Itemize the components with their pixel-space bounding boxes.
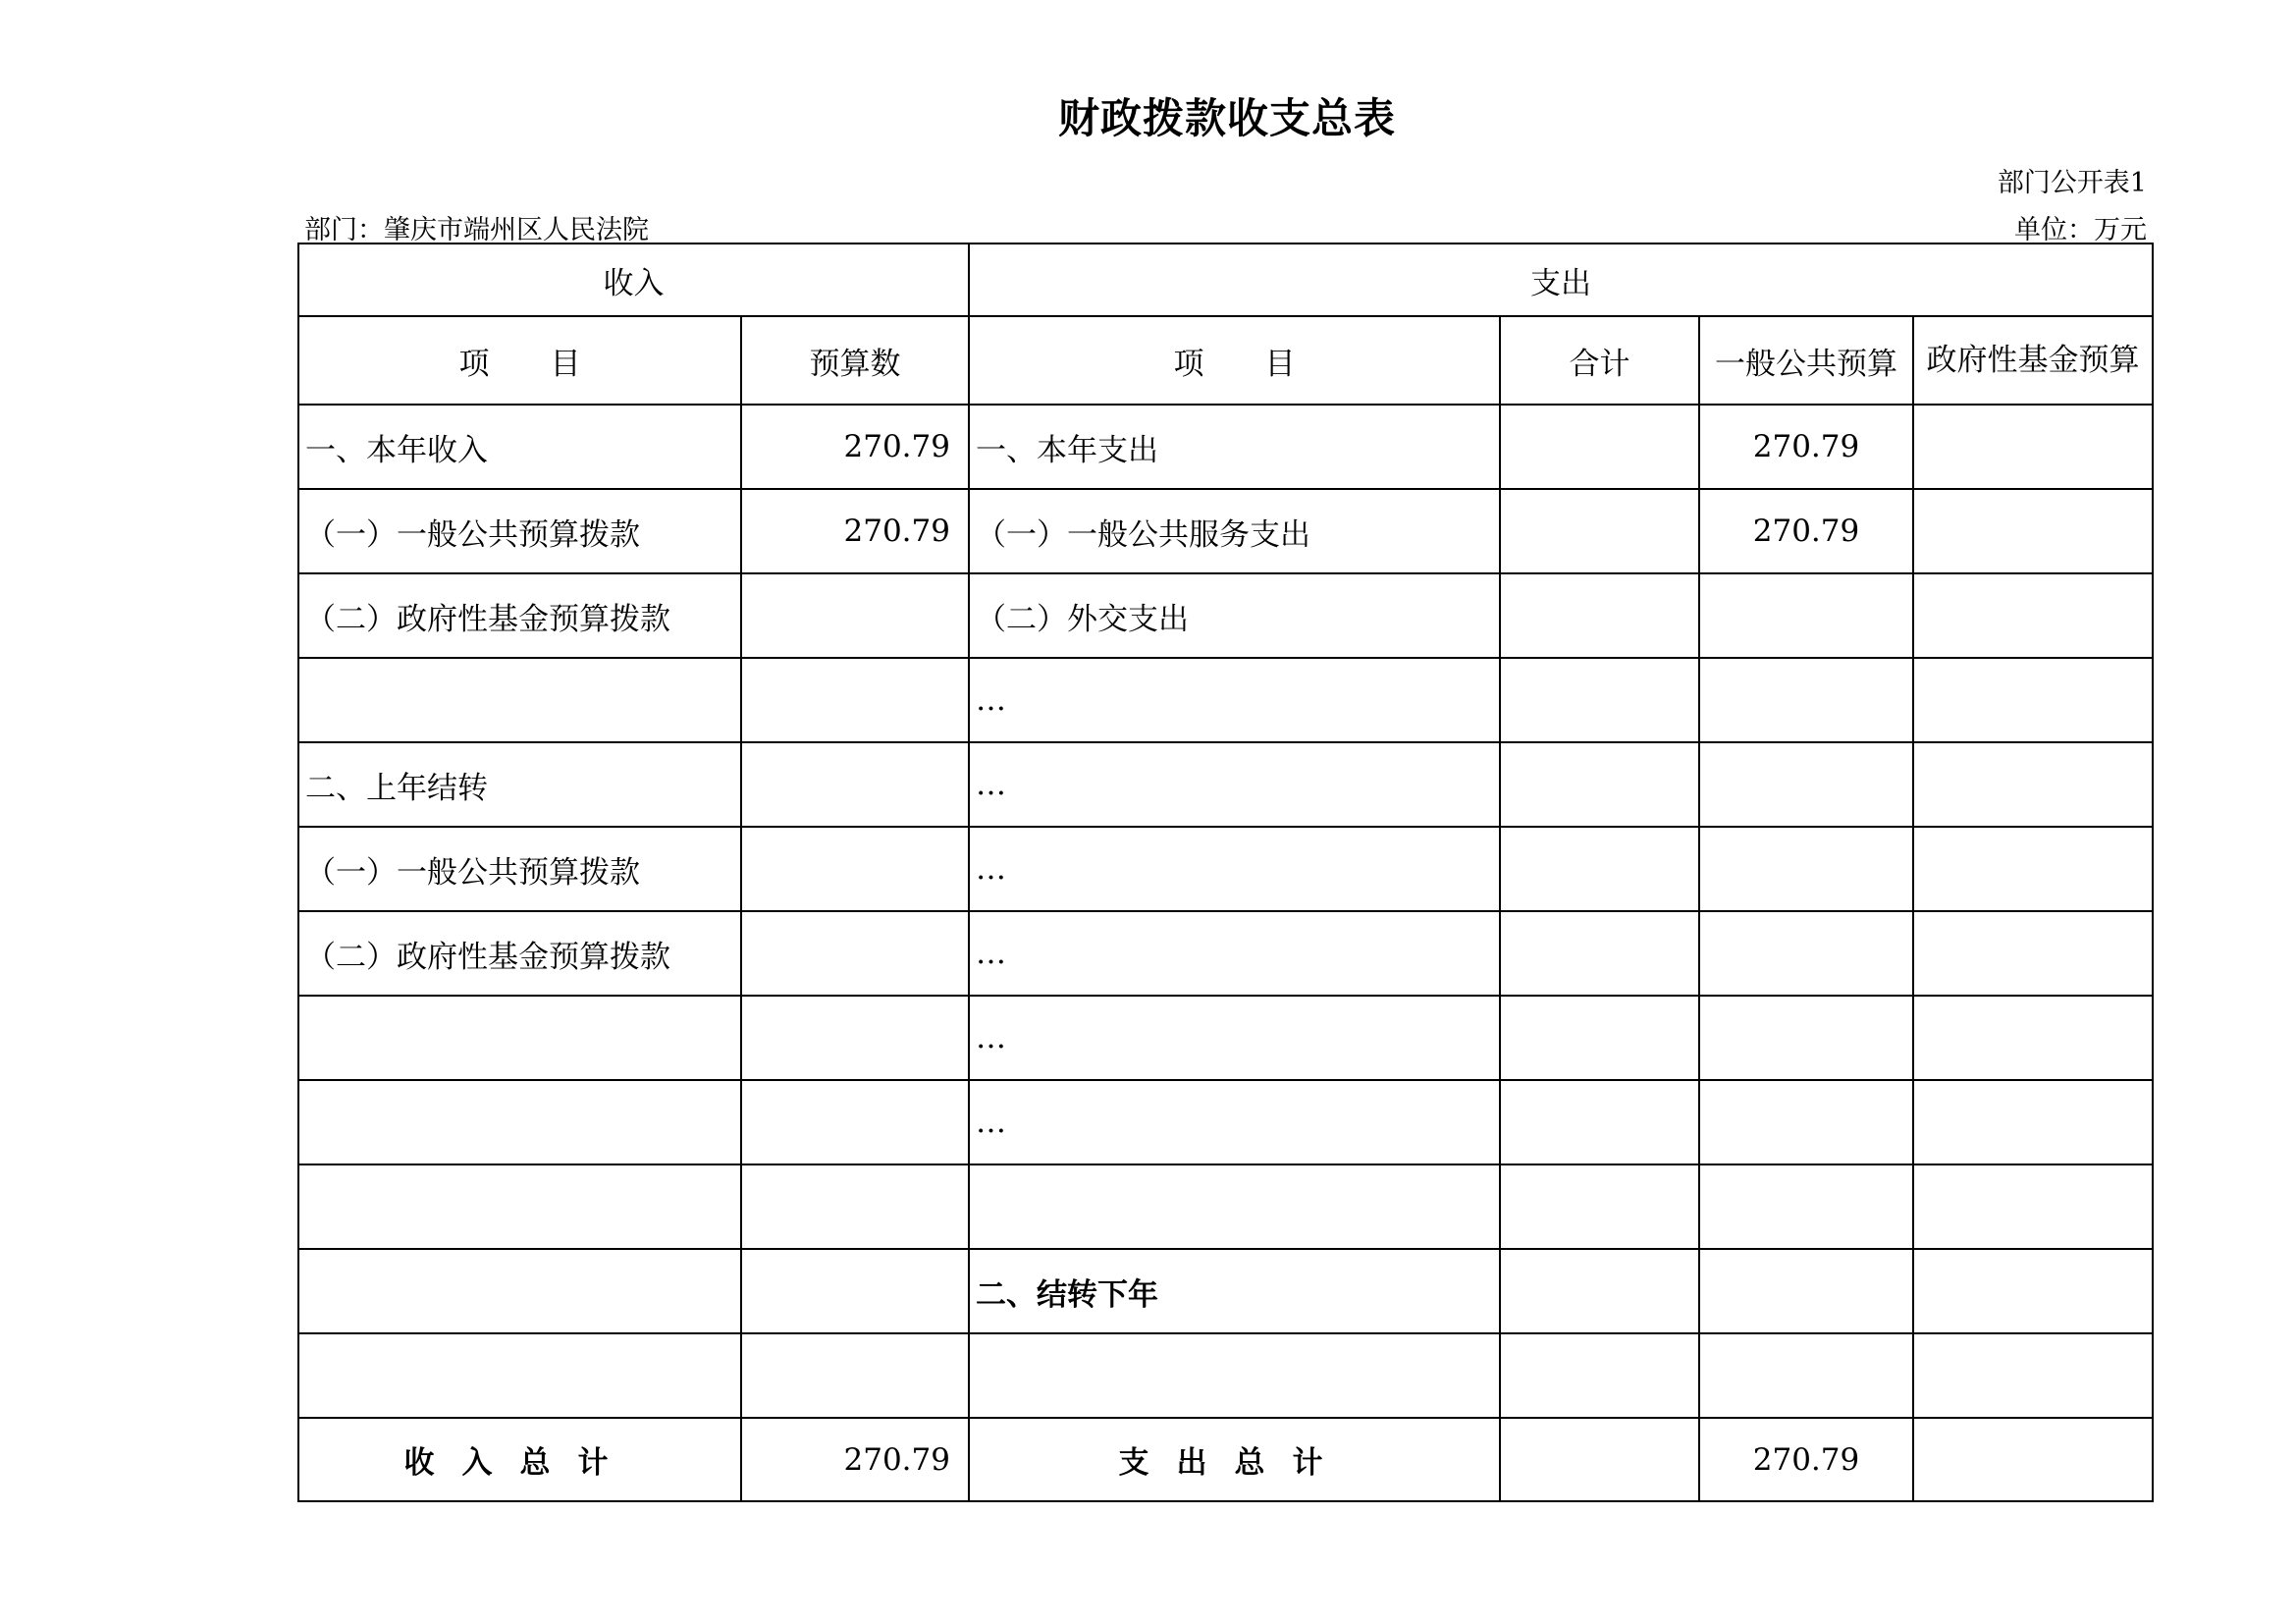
- expense-total-header: 合计: [1500, 316, 1699, 405]
- table-row: [298, 1249, 2153, 1333]
- expense-fund: [1913, 742, 2153, 827]
- income-amount: [741, 573, 969, 658]
- expense-item-header: 项 目: [969, 316, 1500, 405]
- expense-general: [1699, 1080, 1913, 1164]
- expense-item: …: [969, 996, 1500, 1080]
- table-row: [298, 573, 2153, 658]
- expense-fund: [1913, 1080, 2153, 1164]
- expense-total-fund: [1913, 1418, 2153, 1501]
- income-item: [298, 1164, 741, 1249]
- expense-fund: [1913, 405, 2153, 489]
- expense-total: [1500, 405, 1699, 489]
- expense-general: 270.79: [1699, 489, 1913, 573]
- expense-item: [969, 1164, 1500, 1249]
- table-row: [298, 405, 2153, 489]
- expense-fund: [1913, 573, 2153, 658]
- expense-fund: [1913, 658, 2153, 742]
- expense-total: [1500, 1249, 1699, 1333]
- expense-fund-header: 政府性基金预算: [1913, 316, 2153, 405]
- income-item: （一）一般公共预算拨款: [298, 827, 741, 911]
- page-title: 财政拨款收支总表: [1057, 94, 1396, 142]
- table-row: [298, 489, 2153, 573]
- expense-total: [1500, 742, 1699, 827]
- expense-general: [1699, 658, 1913, 742]
- expense-general-header: 一般公共预算: [1699, 316, 1913, 405]
- table-row: [298, 1164, 2153, 1249]
- income-amount: [741, 658, 969, 742]
- expense-item: …: [969, 1080, 1500, 1164]
- income-amount: [741, 1333, 969, 1418]
- income-item: （二）政府性基金预算拨款: [298, 911, 741, 996]
- expense-general: [1699, 996, 1913, 1080]
- expense-fund: [1913, 911, 2153, 996]
- expense-item: 二、结转下年: [969, 1249, 1500, 1333]
- expense-general: [1699, 827, 1913, 911]
- expense-total: [1500, 827, 1699, 911]
- expense-total-label: 支出总计: [969, 1418, 1500, 1501]
- expense-item: [969, 1333, 1500, 1418]
- expense-general: 270.79: [1699, 405, 1913, 489]
- income-amount: [741, 1080, 969, 1164]
- income-budget-header: 预算数: [741, 316, 969, 405]
- expense-total: [1500, 996, 1699, 1080]
- unit-label: 单位：万元: [2014, 215, 2147, 245]
- expense-total: [1500, 1080, 1699, 1164]
- income-total-amount: 270.79: [741, 1418, 969, 1501]
- expense-general: [1699, 573, 1913, 658]
- expense-general: [1699, 1333, 1913, 1418]
- expense-total: [1500, 1164, 1699, 1249]
- expense-fund: [1913, 1333, 2153, 1418]
- income-total-label: 收入总计: [298, 1418, 741, 1501]
- income-header: 收入: [298, 244, 969, 316]
- table-row: [298, 742, 2153, 827]
- income-amount: [741, 1249, 969, 1333]
- income-item: （一）一般公共预算拨款: [298, 489, 741, 573]
- budget-table: [297, 243, 2154, 1502]
- expense-fund: [1913, 1164, 2153, 1249]
- expense-total: [1500, 489, 1699, 573]
- expense-item: …: [969, 742, 1500, 827]
- expense-item: （二）外交支出: [969, 573, 1500, 658]
- department-label: 部门：肇庆市端州区人民法院: [304, 215, 649, 245]
- expense-total: [1500, 658, 1699, 742]
- income-amount: [741, 827, 969, 911]
- income-item: 一、本年收入: [298, 405, 741, 489]
- expense-header: 支出: [969, 244, 2153, 316]
- expense-fund: [1913, 827, 2153, 911]
- expense-item: …: [969, 827, 1500, 911]
- expense-total: [1500, 911, 1699, 996]
- table-row: [298, 1333, 2153, 1418]
- table-row: [298, 996, 2153, 1080]
- expense-general: [1699, 1249, 1913, 1333]
- expense-total: [1500, 573, 1699, 658]
- table-row: [298, 1080, 2153, 1164]
- table-row: [298, 911, 2153, 996]
- income-item-header: 项 目: [298, 316, 741, 405]
- income-item: [298, 1333, 741, 1418]
- expense-item: …: [969, 658, 1500, 742]
- income-item: [298, 658, 741, 742]
- income-item: [298, 1249, 741, 1333]
- income-amount: [741, 911, 969, 996]
- expense-general: [1699, 911, 1913, 996]
- expense-item: …: [969, 911, 1500, 996]
- table-row: [298, 827, 2153, 911]
- expense-total-sum: [1500, 1418, 1699, 1501]
- income-item: [298, 996, 741, 1080]
- income-item: 二、上年结转: [298, 742, 741, 827]
- income-amount: [741, 742, 969, 827]
- income-item: （二）政府性基金预算拨款: [298, 573, 741, 658]
- income-amount: [741, 1164, 969, 1249]
- form-number: 部门公开表1: [1997, 168, 2147, 198]
- income-amount: [741, 996, 969, 1080]
- expense-fund: [1913, 996, 2153, 1080]
- expense-total-general: 270.79: [1699, 1418, 1913, 1501]
- expense-item: 一、本年支出: [969, 405, 1500, 489]
- income-item: [298, 1080, 741, 1164]
- income-amount: 270.79: [741, 405, 969, 489]
- expense-fund: [1913, 489, 2153, 573]
- table-row: [298, 658, 2153, 742]
- expense-fund: [1913, 1249, 2153, 1333]
- expense-total: [1500, 1333, 1699, 1418]
- income-amount: 270.79: [741, 489, 969, 573]
- expense-item: （一）一般公共服务支出: [969, 489, 1500, 573]
- expense-general: [1699, 742, 1913, 827]
- expense-general: [1699, 1164, 1913, 1249]
